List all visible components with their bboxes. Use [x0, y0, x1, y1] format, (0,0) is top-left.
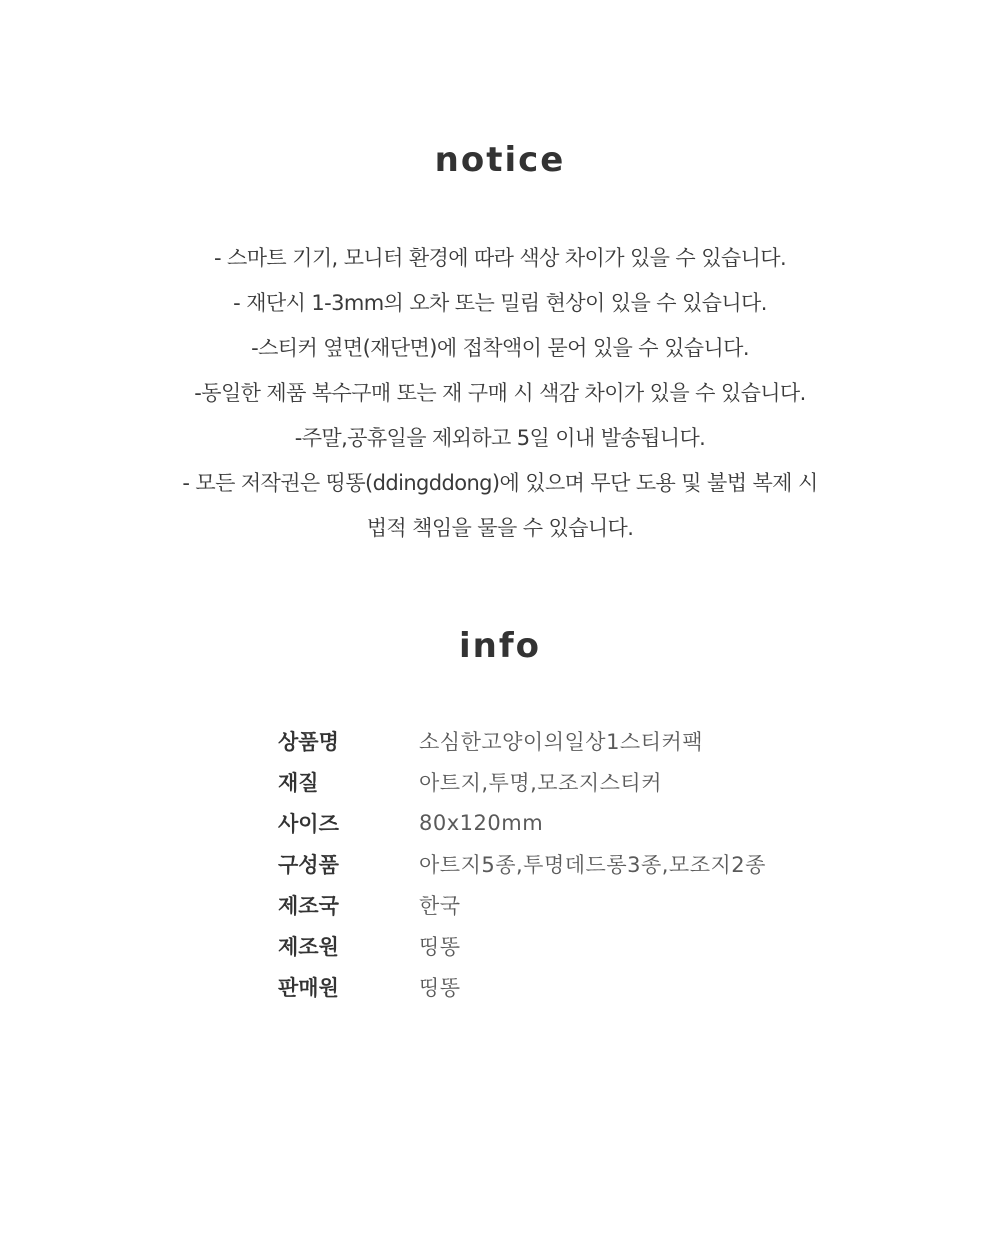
- info-value: 아트지,투명,모조지스티커: [419, 770, 662, 795]
- info-value: 80x120mm: [419, 810, 544, 835]
- info-value: 한국: [419, 893, 461, 918]
- info-value: 아트지5종,투명데드롱3종,모조지2종: [419, 852, 766, 877]
- info-value: 띵똥: [419, 975, 461, 1000]
- info-label: 재질: [278, 770, 319, 795]
- notice-item-cutting: - 재단시 1-3mm의 오차 또는 밀림 현상이 있을 수 있습니다.: [233, 291, 767, 315]
- info-row-material: [278, 761, 766, 802]
- info-label: 구성품: [278, 852, 339, 877]
- info-label: 제조국: [278, 893, 339, 918]
- product-info-table: [278, 720, 766, 1007]
- info-label: 상품명: [278, 729, 339, 754]
- notice-heading: notice: [434, 140, 566, 180]
- info-row-seller: [278, 966, 766, 1007]
- notice-item-repurchase: -동일한 제품 복수구매 또는 재 구매 시 색감 차이가 있을 수 있습니다.: [194, 381, 806, 405]
- notice-item-shipping: -주말,공휴일을 제외하고 5일 이내 발송됩니다.: [294, 426, 706, 450]
- notice-item-copyright-cont: 법적 책임을 물을 수 있습니다.: [366, 516, 634, 540]
- notice-item-copyright: - 모든 저작권은 띵똥(ddingddong)에 있으며 무단 도용 및 불법 복제 시: [182, 471, 818, 495]
- info-row-components: [278, 843, 766, 884]
- info-label: 제조원: [278, 934, 339, 959]
- info-row-country: [278, 884, 766, 925]
- info-heading: info: [458, 626, 541, 666]
- notice-list: [0, 236, 1000, 551]
- info-row-product-name: [278, 720, 766, 761]
- info-label: 사이즈: [278, 811, 339, 836]
- notice-item-adhesive: -스티커 옆면(재단면)에 접착액이 묻어 있을 수 있습니다.: [251, 336, 749, 360]
- info-value: 소심한고양이의일상1스티커팩: [419, 729, 704, 754]
- info-value: 띵똥: [419, 934, 461, 959]
- info-label: 판매원: [278, 975, 339, 1000]
- info-row-manufacturer: [278, 925, 766, 966]
- info-row-size: [278, 802, 766, 843]
- notice-item-color: - 스마트 기기, 모니터 환경에 따라 색상 차이가 있을 수 있습니다.: [213, 246, 787, 270]
